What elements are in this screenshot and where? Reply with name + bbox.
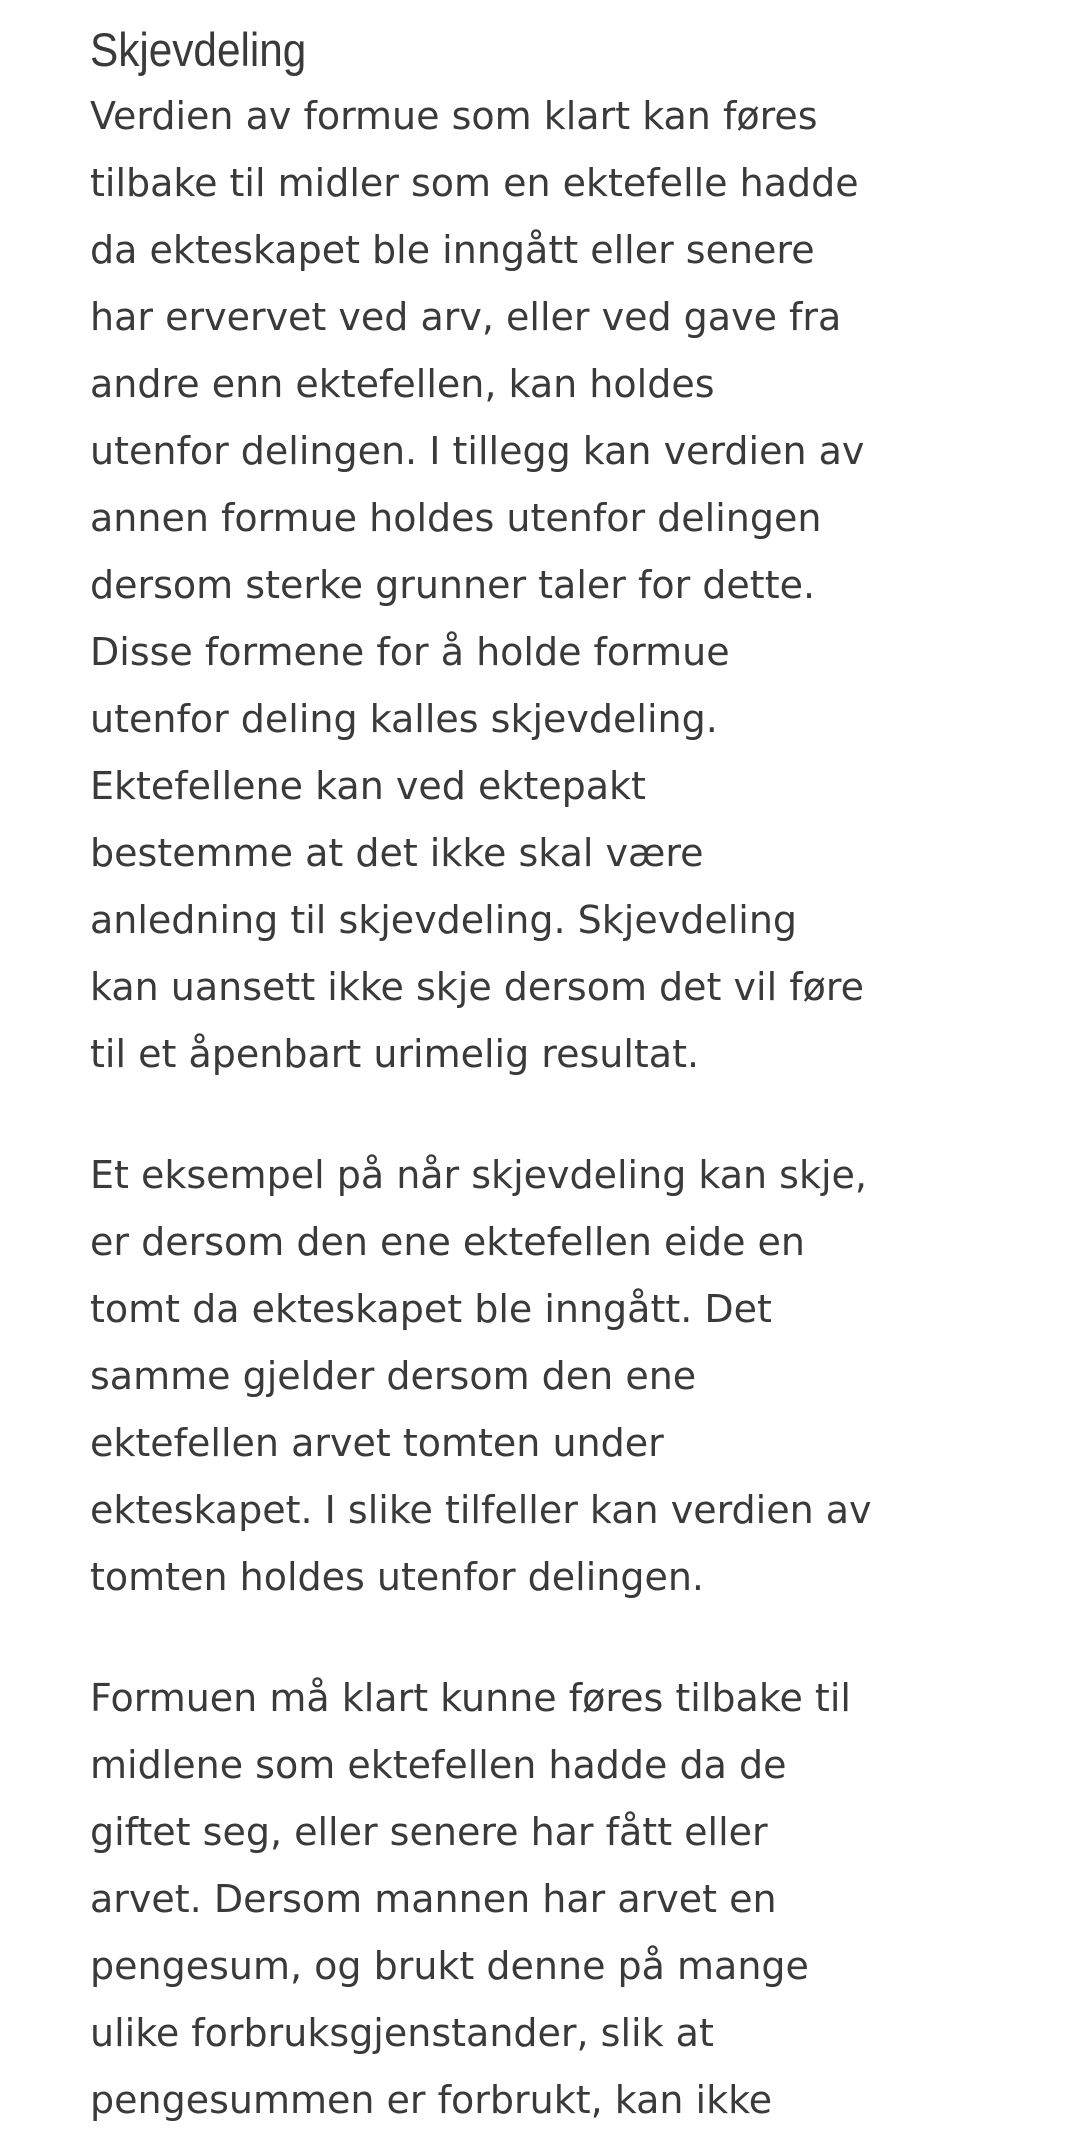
paragraph-line: annen formue holdes utenfor delingen: [90, 496, 822, 540]
article-content: [90, 0, 960, 2134]
paragraph-line: Ektefellene kan ved ektepakt: [90, 764, 646, 808]
paragraph-line: arvet. Dersom mannen har arvet en: [90, 1877, 777, 1921]
paragraph-line: kan uansett ikke skje dersom det vil føre: [90, 965, 865, 1009]
paragraph: [90, 1142, 960, 1611]
paragraph-line: pengesummen er forbrukt, kan ikke: [90, 2078, 773, 2122]
paragraph-line: dersom sterke grunner taler for dette.: [90, 563, 816, 607]
paragraph-line: samme gjelder dersom den ene: [90, 1354, 697, 1398]
paragraph-line: midlene som ektefellen hadde da de: [90, 1743, 787, 1787]
paragraph-line: da ekteskapet ble inngått eller senere: [90, 228, 815, 272]
paragraph-line: utenfor deling kalles skjevdeling.: [90, 697, 718, 741]
paragraph-line: Verdien av formue som klart kan føres: [90, 94, 818, 138]
paragraph: [90, 1665, 960, 2134]
section-heading: Skjevdeling: [90, 23, 307, 76]
paragraph-line: ektefellen arvet tomten under: [90, 1421, 664, 1465]
paragraph-line: er dersom den ene ektefellen eide en: [90, 1220, 805, 1264]
paragraph: [90, 83, 960, 1088]
paragraph-line: Disse formene for å holde formue: [90, 630, 730, 674]
paragraph-line: andre enn ektefellen, kan holdes: [90, 362, 715, 406]
paragraph-line: giftet seg, eller senere har fått eller: [90, 1810, 768, 1854]
paragraph-line: bestemme at det ikke skal være: [90, 831, 704, 875]
paragraph-line: tomten holdes utenfor delingen.: [90, 1555, 705, 1599]
paragraph-line: tilbake til midler som en ektefelle hadde: [90, 161, 859, 205]
paragraph-line: pengesum, og brukt denne på mange: [90, 1944, 809, 1988]
paragraph-line: Et eksempel på når skjevdeling kan skje,: [90, 1153, 867, 1197]
paragraph-line: har ervervet ved arv, eller ved gave fra: [90, 295, 842, 339]
paragraph-line: tomt da ekteskapet ble inngått. Det: [90, 1287, 772, 1331]
paragraph-line: ekteskapet. I slike tilfeller kan verdien av: [90, 1488, 872, 1532]
paragraph-line: ulike forbruksgjenstander, slik at: [90, 2011, 714, 2055]
paragraph-line: til et åpenbart urimelig resultat.: [90, 1032, 700, 1076]
paragraph-line: anledning til skjevdeling. Skjevdeling: [90, 898, 798, 942]
paragraph-line: Formuen må klart kunne føres tilbake til: [90, 1676, 851, 1720]
paragraph-line: utenfor delingen. I tillegg kan verdien av: [90, 429, 865, 473]
